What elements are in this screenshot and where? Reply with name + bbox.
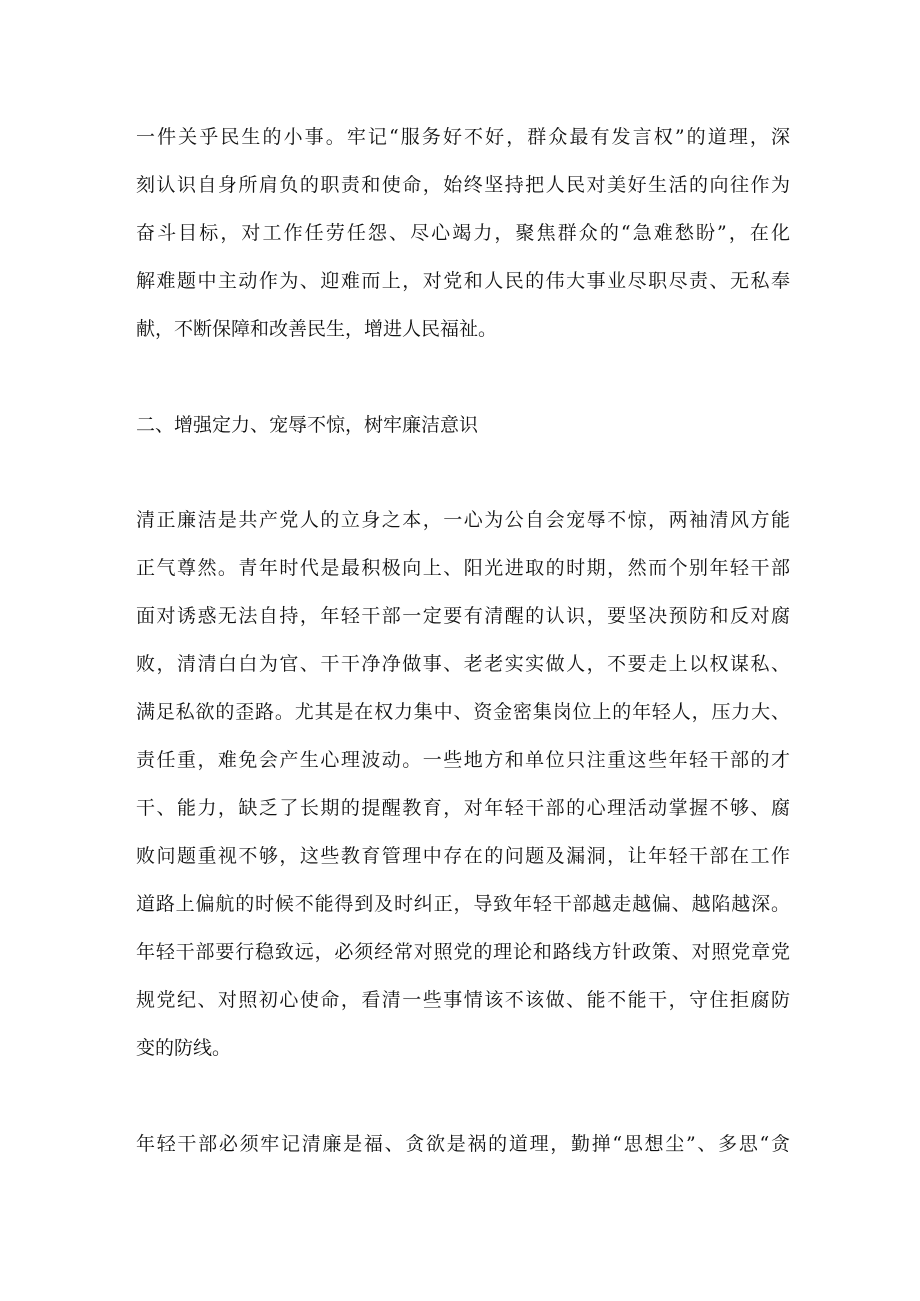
- text-line: 清正廉洁是共产党人的立身之本，一心为公自会宠辱不惊，两袖清风方能: [136, 509, 790, 531]
- text-line: 正气尊然。青年时代是最积极向上、阳光进取的时期，然而个别年轻干部: [136, 557, 790, 579]
- text-line: 变的防线。: [136, 1037, 232, 1059]
- text-line: 败问题重视不够，这些教育管理中存在的问题及漏洞，让年轻干部在工作: [136, 845, 790, 867]
- text-line: 刻认识自身所肩负的职责和使命，始终坚持把人民对美好生活的向往作为: [136, 174, 790, 196]
- text-line: 责任重，难免会产生心理波动。一些地方和单位只注重这些年轻干部的才: [136, 749, 790, 771]
- text-line: 献，不断保障和改善民生，增进人民福祉。: [136, 318, 498, 340]
- heading-text: 二、增强定力、宠辱不惊，树牢廉洁意识: [136, 414, 479, 436]
- text-line: 面对诱惑无法自持，年轻干部一定要有清醒的认识，要坚决预防和反对腐: [136, 605, 790, 627]
- text-line: 解难题中主动作为、迎难而上，对党和人民的伟大事业尽职尽责、无私奉: [136, 270, 790, 292]
- text-line: 年轻干部必须牢记清廉是福、贪欲是祸的道理，勤掸“思想尘”、多思“贪: [136, 1133, 790, 1155]
- text-line: 道路上偏航的时候不能得到及时纠正，导致年轻干部越走越偏、越陷越深。: [136, 893, 790, 915]
- text-line: 规党纪、对照初心使命，看清一些事情该不该做、能不能干，守住拒腐防: [136, 989, 790, 1011]
- text-line: 一件关乎民生的小事。牢记“服务好不好，群众最有发言权”的道理，深: [136, 126, 790, 148]
- text-line: 满足私欲的歪路。尤其是在权力集中、资金密集岗位上的年轻人，压力大、: [136, 701, 790, 723]
- text-line: 年轻干部要行稳致远，必须经常对照党的理论和路线方针政策、对照党章党: [136, 941, 790, 963]
- text-line: 奋斗目标，对工作任劳任怨、尽心竭力，聚焦群众的“急难愁盼”，在化: [136, 222, 790, 244]
- text-line: 败，清清白白为官、干干净净做事、老老实实做人，不要走上以权谋私、: [136, 653, 790, 675]
- text-line: 干、能力，缺乏了长期的提醒教育，对年轻干部的心理活动掌握不够、腐: [136, 797, 790, 819]
